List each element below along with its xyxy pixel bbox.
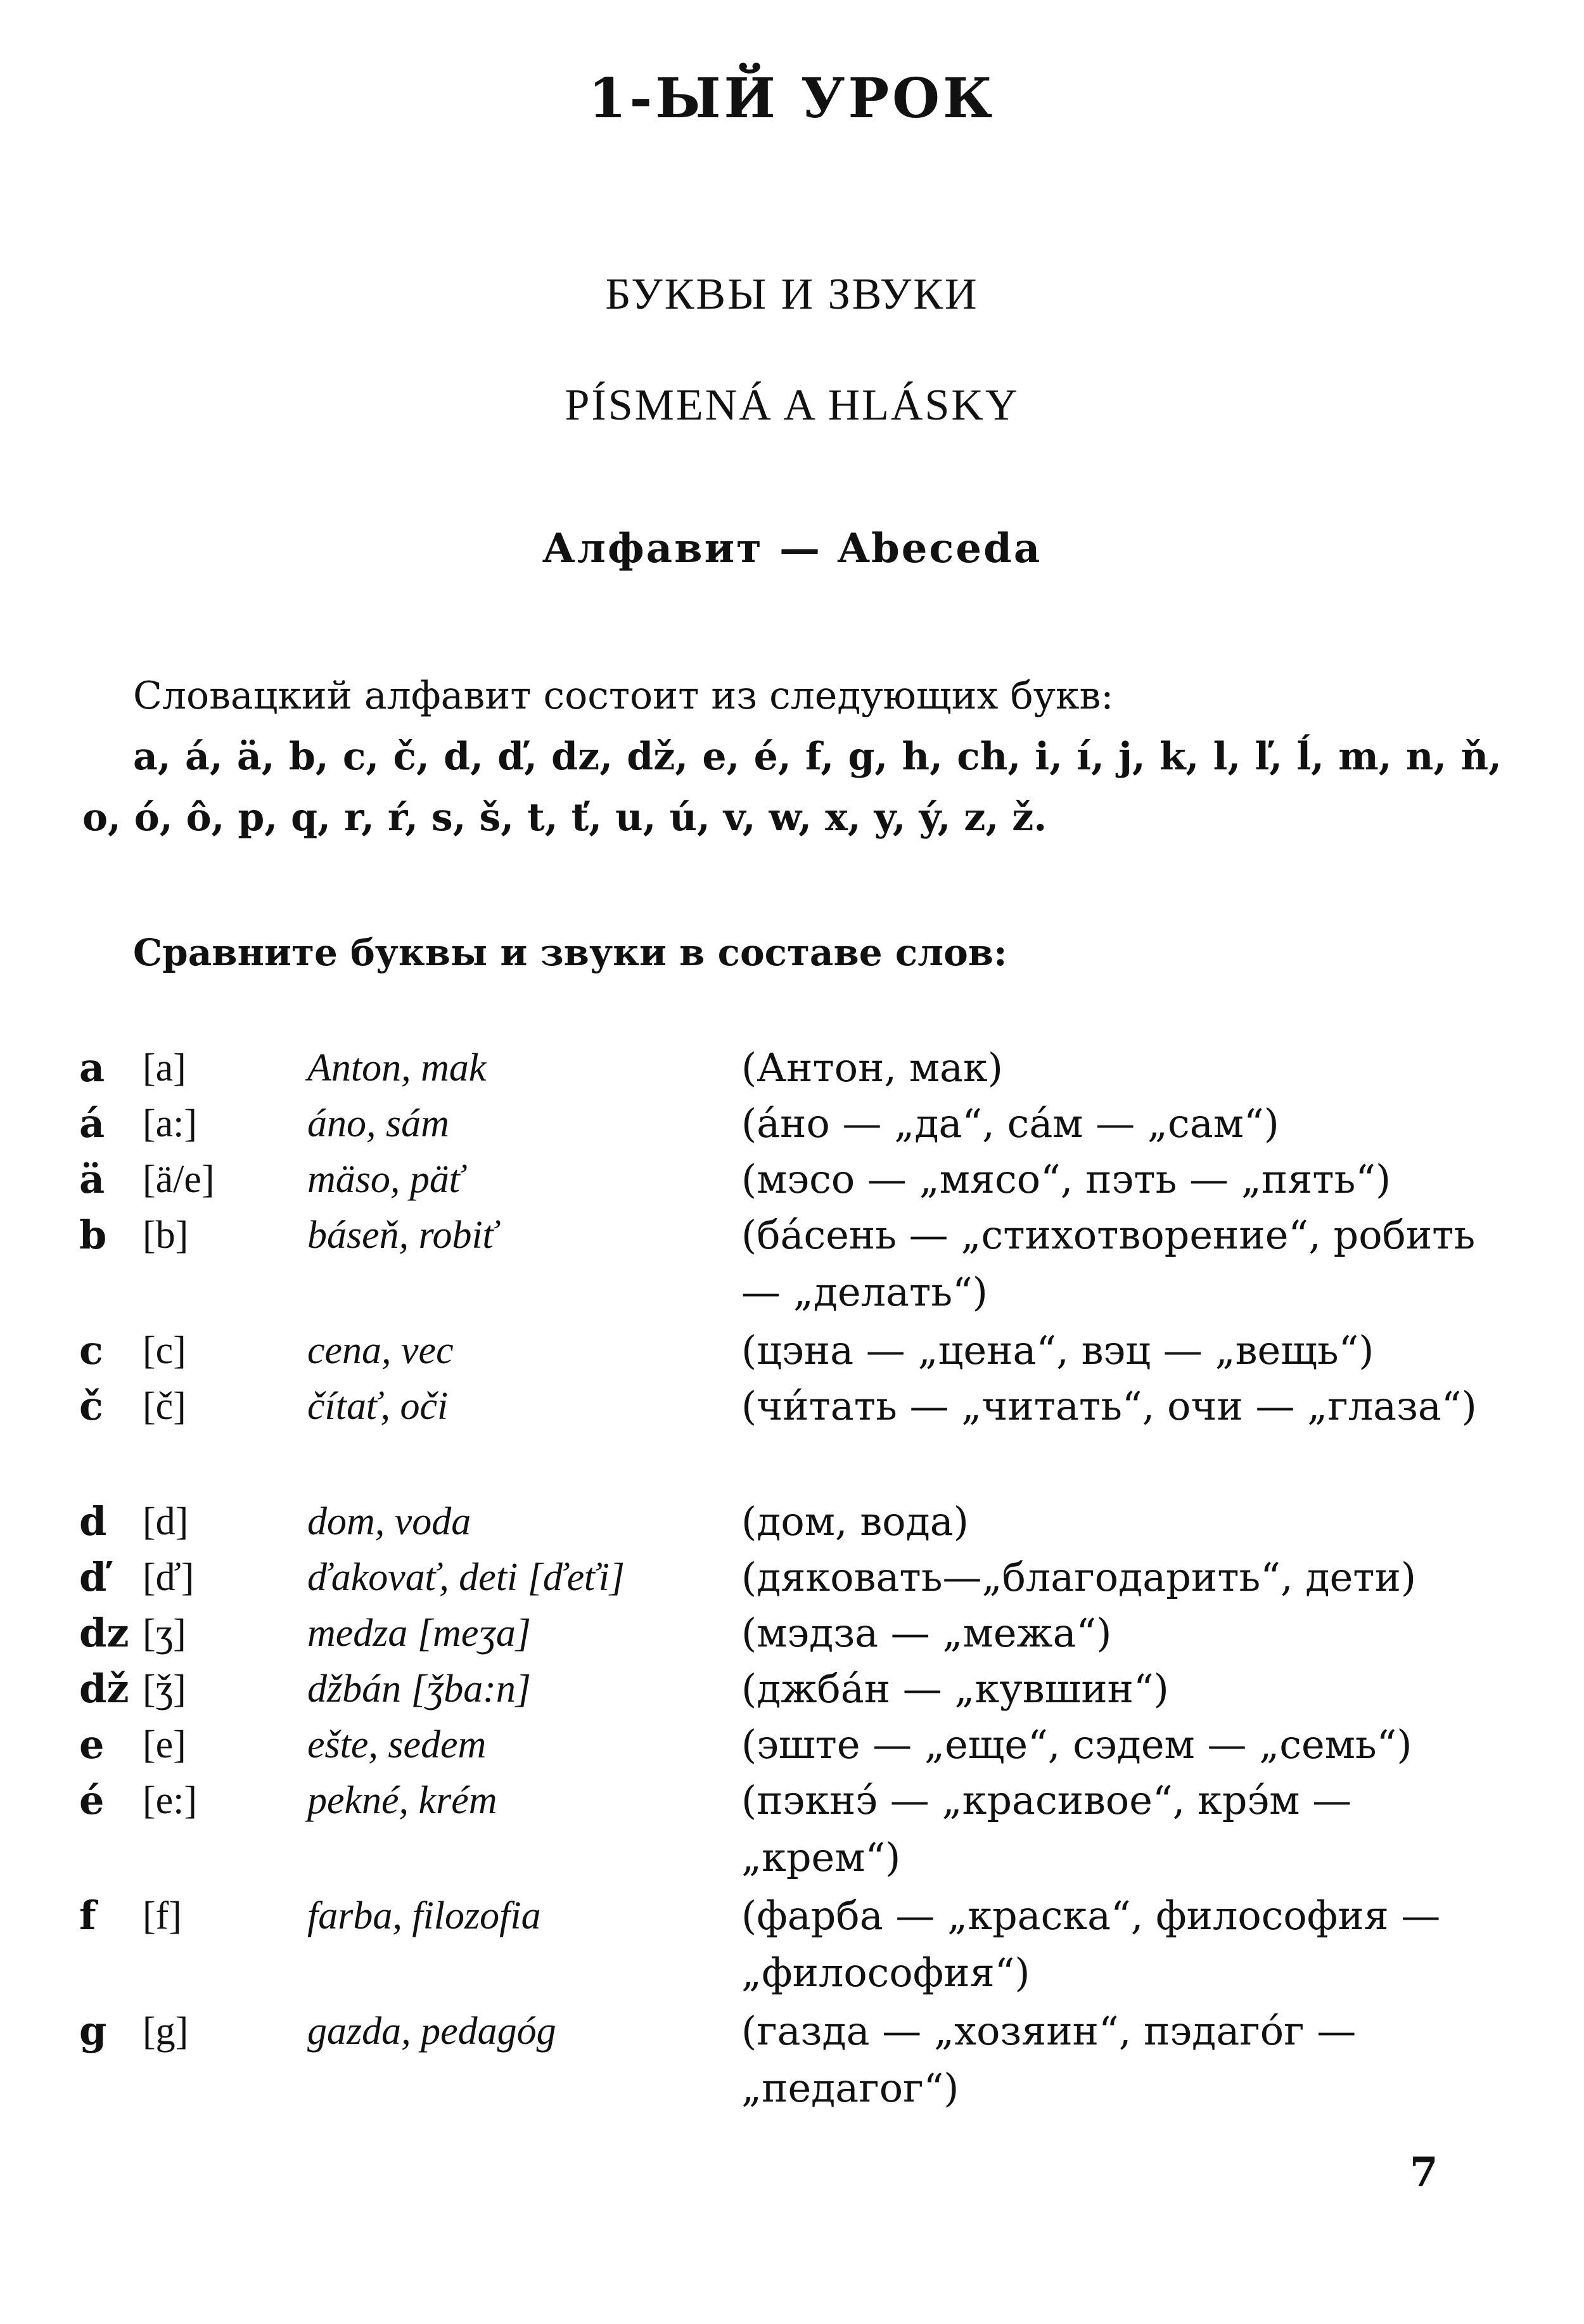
row-sound: [ʒ]: [143, 1612, 186, 1655]
row-sound: [č]: [143, 1385, 186, 1428]
row-translation: (пэкнэ́ — „красивое“, крэ́м — „крем“): [741, 1777, 1352, 1880]
row-letter: ď: [79, 1554, 107, 1600]
row-example: mäso, päť: [307, 1158, 464, 1201]
row-translation: (эште — „еще“, сэдем — „семь“): [741, 1721, 1412, 1768]
row-example: cena, vec: [307, 1329, 454, 1372]
row-translation: (чи́тать — „читать“, очи — „глаза“): [741, 1383, 1477, 1429]
row-translation: (дяковать—„благодарить“, дети): [741, 1554, 1417, 1600]
row-sound: [ǯ]: [143, 1667, 186, 1711]
table-row: [79, 1605, 1517, 1660]
table-row: [79, 1660, 1517, 1716]
row-example: gazda, pedagóg: [307, 2010, 556, 2053]
row-letter: č: [79, 1383, 103, 1429]
row-letter: e: [79, 1721, 105, 1768]
table-row: [79, 1322, 1517, 1378]
table-row: [79, 1151, 1517, 1207]
row-translation: (мэдза — „межа“): [741, 1610, 1112, 1656]
row-translation: (цэна — „цена“, вэц — „вещь“): [741, 1327, 1374, 1373]
alphabet-letters: a, á, ä, b, c, č, d, ď, dz, dž, e, é, f, g, h, ch, i, í, j, k, l, ľ, ĺ, m, n, ň, o, ó, ô, p, q, r, ŕ, s, š, t, ť, u, ú, v, w, x, y, ý, z, ž.: [82, 735, 1502, 840]
page-number: 7: [1410, 2148, 1438, 2196]
row-sound: [a:]: [143, 1102, 198, 1145]
row-example: džbán [ǯba:n]: [307, 1667, 532, 1711]
row-example: pekné, krém: [307, 1779, 497, 1822]
section-title-slovak: PÍSMENÁ A HLÁSKY: [565, 381, 1019, 430]
section-title-russian: БУКВЫ И ЗВУКИ: [605, 270, 979, 319]
row-example: Anton, mak: [307, 1046, 487, 1089]
row-example: ďakovať, deti [ďeťi]: [307, 1556, 625, 1599]
row-sound: [e]: [143, 1723, 186, 1766]
table-row: [79, 1378, 1517, 1493]
row-letter: b: [79, 1212, 107, 1258]
table-row: [79, 1716, 1517, 1772]
row-letter: f: [79, 1892, 96, 1939]
row-sound: [c]: [143, 1329, 186, 1372]
letter-sound-table: [79, 1039, 1517, 2118]
row-sound: [ä/e]: [143, 1158, 215, 1201]
row-letter: dz: [79, 1610, 129, 1656]
row-example: ešte, sedem: [307, 1723, 487, 1766]
row-letter: dž: [79, 1666, 129, 1712]
row-example: medza [meʒa]: [307, 1612, 531, 1655]
table-row: [79, 1493, 1517, 1549]
table-row: [79, 1887, 1517, 2003]
table-row: [79, 1095, 1517, 1151]
row-example: farba, filozofia: [307, 1894, 541, 1937]
row-translation: (газда — „хозяин“, пэдагóг — „педагог“): [741, 2008, 1357, 2111]
row-example: áno, sám: [307, 1102, 449, 1145]
row-sound: [b]: [143, 1214, 189, 1257]
table-row: [79, 1772, 1517, 1887]
row-sound: [e:]: [143, 1779, 198, 1822]
table-row: [79, 1039, 1517, 1095]
row-translation: (Антон, мак): [741, 1044, 1003, 1091]
compare-heading: Сравните буквы и звуки в составе слов:: [133, 931, 1007, 974]
row-translation: (мэсо — „мясо“, пэть — „пять“): [741, 1156, 1391, 1202]
row-letter: d: [79, 1498, 107, 1544]
row-letter: é: [79, 1777, 105, 1823]
row-example: dom, voda: [307, 1500, 471, 1543]
intro-paragraph: Словацкий алфавит состоит из следующих букв:: [133, 674, 1114, 718]
row-letter: a: [79, 1044, 105, 1091]
row-sound: [d]: [143, 1500, 189, 1543]
row-translation: (áно — „да“, сáм — „сам“): [741, 1100, 1279, 1146]
row-example: báseň, robiť: [307, 1214, 497, 1257]
row-letter: c: [79, 1327, 103, 1373]
table-row: [79, 1549, 1517, 1605]
row-translation: (бáсень — „стихотворение“, робить — „делать“): [741, 1212, 1476, 1315]
row-example: čítať, oči: [307, 1385, 449, 1428]
row-letter: á: [79, 1100, 105, 1146]
row-letter: g: [79, 2008, 107, 2054]
alphabet-heading: Алфавит — Abeceda: [542, 525, 1042, 572]
row-translation: (фарба — „краска“, философия — „философия“): [741, 1892, 1441, 1996]
row-sound: [ď]: [143, 1556, 195, 1599]
row-sound: [a]: [143, 1046, 186, 1089]
row-sound: [g]: [143, 2010, 189, 2053]
table-row: [79, 2003, 1517, 2118]
row-translation: (дом, вода): [741, 1498, 969, 1544]
row-letter: ä: [79, 1156, 105, 1202]
row-translation: (джбáн — „кувшин“): [741, 1666, 1169, 1712]
row-sound: [f]: [143, 1894, 182, 1937]
lesson-title: 1-ЫЙ УРОК: [588, 67, 996, 131]
table-row: [79, 1207, 1517, 1322]
